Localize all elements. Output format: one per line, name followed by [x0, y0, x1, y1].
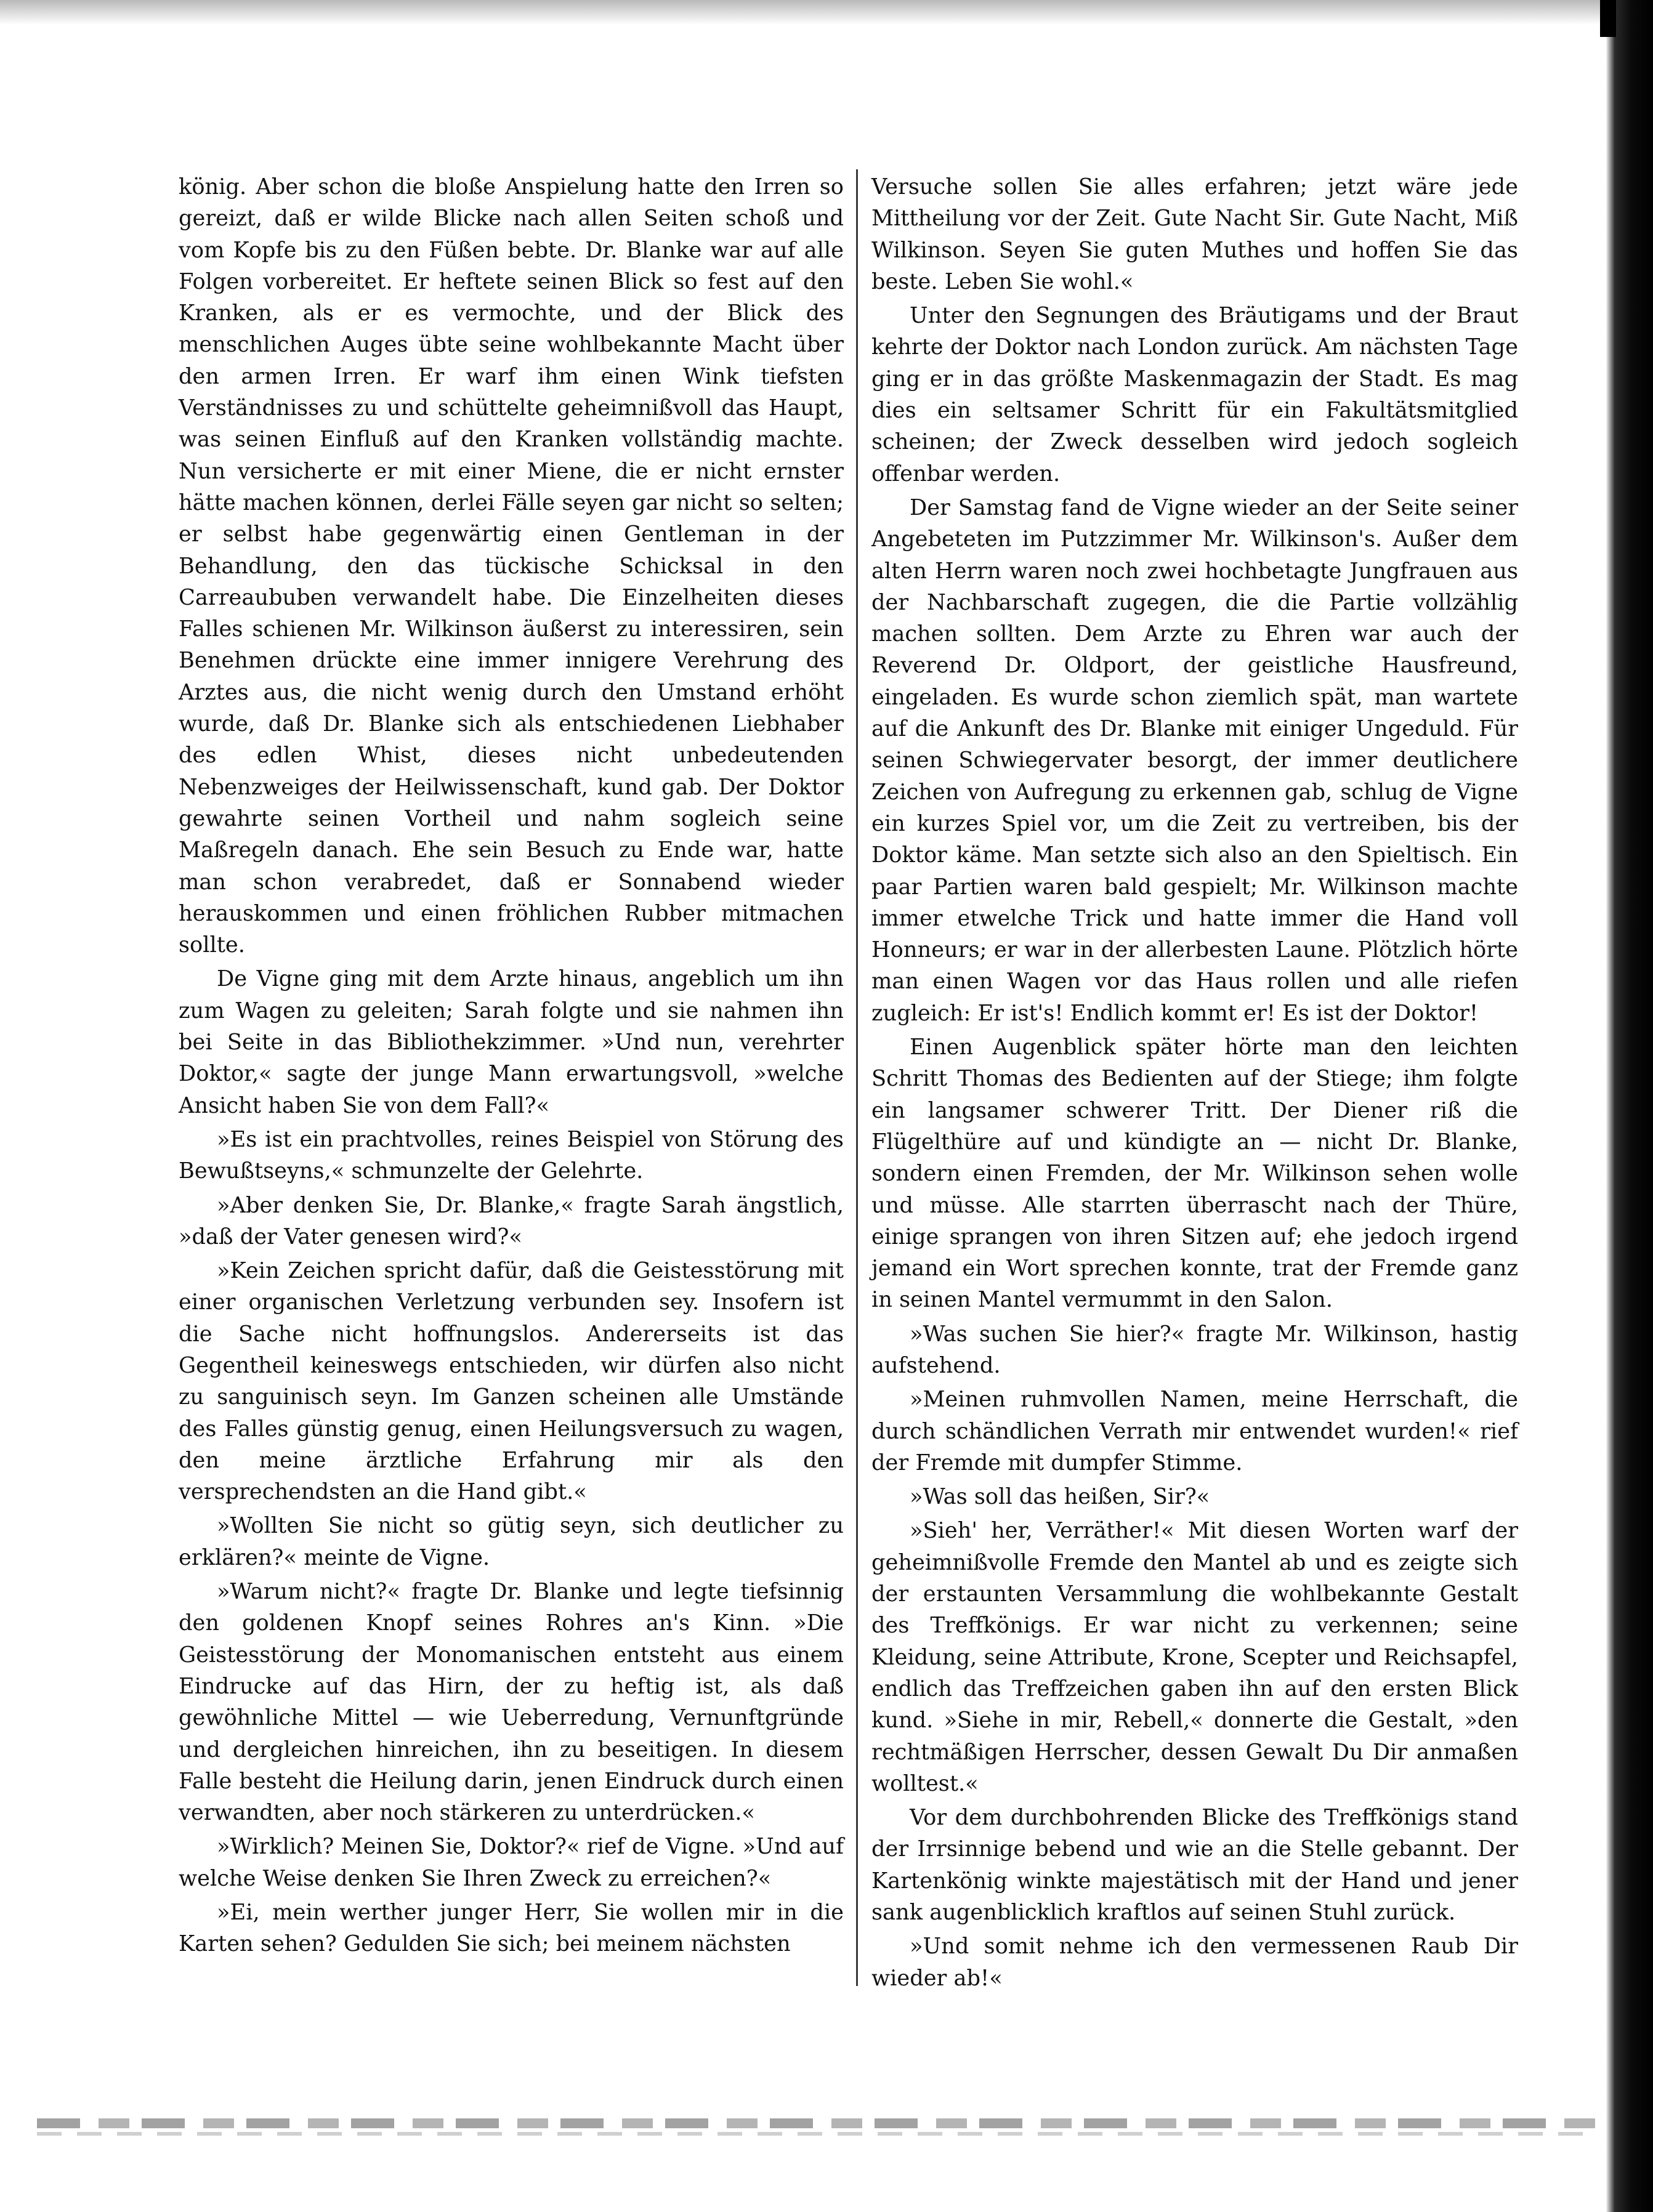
page-corner-mark [1600, 0, 1616, 37]
paragraph: Unter den Segnungen des Bräutigams und der Braut kehrte der Doktor nach London zurück. Am nächsten Tage ging er in das größte Maskenmagazin der Stadt. Es mag dies ein seltsamer Schritt für ein Fakultätsmitglied scheinen; der Zweck desselben wird jedoch sogleich offenbar werden. [871, 303, 1518, 486]
paragraph: »Was soll das heißen, Sir?« [910, 1484, 1210, 1510]
paragraph: Einen Augenblick später hörte man den leichten Schritt Thomas des Bedienten auf der Stiege; ihm folgte ein langsamer schwerer Tritt. Der Diener riß die Flügelthüre auf und kündigte an — nicht Dr. Blanke, sondern einen Fremden, der Mr. Wilkinson sehen wolle und müsse. Alle starrten überrascht nach der Thüre, einige sprangen von ihren Sitzen auf; ehe jedoch irgend jemand ein Wort sprechen konnte, trat der Fremde ganz in seinen Mantel vermummt in den Salon. [871, 1035, 1518, 1313]
scan-top-edge [0, 0, 1653, 25]
paragraph: »Sieh' her, Verräther!« Mit diesen Worten warf der geheimnißvolle Fremde den Mantel ab und es zeigte sich der erstaunten Versammlung die wohlbekannte Gestalt des Treffkönigs. Er war nicht zu verkennen; seine Kleidung, seine Attribute, Krone, Scepter und Reichsapfel, endlich das Treffzeichen gaben ihn auf den ersten Blick kund. »Siehe in mir, Rebell,« donnerte die Gestalt, »den rechtmäßigen Herrscher, dessen Gewalt Du Dir anmaßen wolltest.« [871, 1518, 1518, 1796]
paragraph: Vor dem durchbohrenden Blicke des Treffkönigs stand der Irrsinnige bebend und wie an die Stelle gebannt. Der Kartenkönig winkte majestätisch mit der Hand und jener sank augenblicklich kraftlos auf seinen Stuhl zurück. [871, 1805, 1518, 1926]
paragraph: »Und somit nehme ich den vermessenen Raub Dir wieder ab!« [871, 1934, 1518, 1991]
paragraph: De Vigne ging mit dem Arzte hinaus, angeblich um ihn zum Wagen zu geleiten; Sarah folgte und sie nahmen ihn bei Seite in das Bibliothekzimmer. »Und nun, verehrter Doktor,« sagte der junge Mann erwartungsvoll, »welche Ansicht haben Sie von dem Fall?« [179, 966, 844, 1118]
paragraph: »Meinen ruhmvollen Namen, meine Herrschaft, die durch schändlichen Verrath mir entwendet wurden!« rief der Fremde mit dumpfer Stimme. [871, 1387, 1518, 1475]
bottom-ornamental-rule-secondary [37, 2132, 1595, 2136]
paragraph: »Aber denken Sie, Dr. Blanke,« fragte Sarah ängstlich, »daß der Vater genesen wird?« [179, 1192, 844, 1249]
bottom-ornamental-rule [37, 2118, 1595, 2128]
left-text-column [179, 171, 844, 1960]
paragraph: »Wollten Sie nicht so gütig seyn, sich deutlicher zu erklären?« meinte de Vigne. [179, 1513, 844, 1570]
paragraph: Der Samstag fand de Vigne wieder an der Seite seiner Angebeteten im Putzzimmer Mr. Wilkinson's. Außer dem alten Herrn waren noch zwei hochbetagte Jungfrauen aus der Nachbarschaft zugegen, die die Partie vollzählig machen sollten. Dem Arzte zu Ehren war auch der Reverend Dr. Oldport, der geistliche Hausfreund, eingeladen. Es wurde schon ziemlich spät, man wartete auf die Ankunft des Dr. Blanke mit einiger Ungeduld. Für seinen Schwiegervater besorgt, der immer deutlichere Zeichen von Aufregung zu erkennen gab, schlug de Vigne ein kurzes Spiel vor, um die Zeit zu vertreiben, bis der Doktor käme. Man setzte sich also an den Spieltisch. Ein paar Partien waren bald gespielt; Mr. Wilkinson machte immer etwelche Trick und hatte immer die Hand voll Honneurs; er war in der allerbesten Laune. Plötzlich hörte man einen Wagen vor das Haus rollen und alle riefen zugleich: Er ist's! Endlich kommt er! Es ist der Doktor! [871, 494, 1518, 1026]
column-divider [856, 169, 858, 1986]
paragraph: könig. Aber schon die bloße Anspielung hatte den Irren so gereizt, daß er wilde Blicke nach allen Seiten schoß und vom Kopfe bis zu den Füßen bebte. Dr. Blanke war auf alle Folgen vorbereitet. Er heftete seinen Blick so fest auf den Kranken, als er es vermochte, und der Blick des menschlichen Auges übte seine wohlbekannte Macht über den armen Irren. Er warf ihm einen Wink tiefsten Verständnisses zu und schüttelte geheimnißvoll das Haupt, was seinen Einfluß auf den Kranken vollständig machte. Nun versicherte er mit einer Miene, die er nicht ernster hätte machen können, derlei Fälle seyen gar nicht so selten; er selbst habe gegenwärtig einen Gentleman in der Behandlung, den das tückische Schicksal in den Carreaububen verwandelt habe. Die Einzelheiten dieses Falles schienen Mr. Wilkinson äußerst zu interessiren, sein Benehmen drückte eine immer innigere Verehrung des Arztes aus, die nicht wenig durch den Umstand erhöht wurde, daß Dr. Blanke sich als entschiedenen Liebhaber des edlen Whist, dieses nicht unbedeutenden Nebenzweiges der Heilwissenschaft, kund gab. Der Doktor gewahrte seinen Vortheil und nahm sogleich seine Maßregeln danach. Ehe sein Besuch zu Ende war, hatte man schon verabredet, daß er Sonnabend wieder herauskommen und einen fröhlichen Rubber mitmachen sollte. [179, 174, 844, 958]
paragraph: »Was suchen Sie hier?« fragte Mr. Wilkinson, hastig aufstehend. [871, 1321, 1518, 1378]
right-text-column [871, 171, 1518, 1994]
paragraph: »Wirklich? Meinen Sie, Doktor?« rief de Vigne. »Und auf welche Weise denken Sie Ihren Zweck zu erreichen?« [179, 1834, 844, 1891]
paragraph: »Es ist ein prachtvolles, reines Beispiel von Störung des Bewußtseyns,« schmunzelte der Gelehrte. [179, 1126, 844, 1184]
paragraph: »Ei, mein werther junger Herr, Sie wollen mir in die Karten sehen? Gedulden Sie sich; bei meinem nächsten [179, 1900, 844, 1957]
book-spine-shadow [1606, 0, 1653, 2212]
paragraph: »Kein Zeichen spricht dafür, daß die Geistesstörung mit einer organischen Verletzung verbunden sey. Insofern ist die Sache nicht hoffnungslos. Andererseits ist das Gegentheil keineswegs entschieden, wir dürfen also nicht zu sanguinisch seyn. Im Ganzen scheinen alle Umstände des Falles günstig genug, einen Heilungsversuch zu wagen, den meine ärztliche Erfahrung mir als den versprechendsten an die Hand gibt.« [179, 1258, 844, 1505]
paragraph: Versuche sollen Sie alles erfahren; jetzt wäre jede Mittheilung vor der Zeit. Gute Nacht Sir. Gute Nacht, Miß Wilkinson. Seyen Sie guten Muthes und hoffen Sie das beste. Leben Sie wohl.« [871, 174, 1518, 294]
paragraph: »Warum nicht?« fragte Dr. Blanke und legte tiefsinnig den goldenen Knopf seines Rohres an's Kinn. »Die Geistesstörung der Monomanischen entsteht aus einem Eindrucke auf das Hirn, der zu heftig ist, als daß gewöhnliche Mittel — wie Ueberredung, Vernunftgründe und dergleichen hinreichen, ihn zu beseitigen. In diesem Falle besteht die Heilung darin, jenen Eindruck durch einen verwandten, aber noch stärkeren zu unterdrücken.« [179, 1579, 844, 1826]
